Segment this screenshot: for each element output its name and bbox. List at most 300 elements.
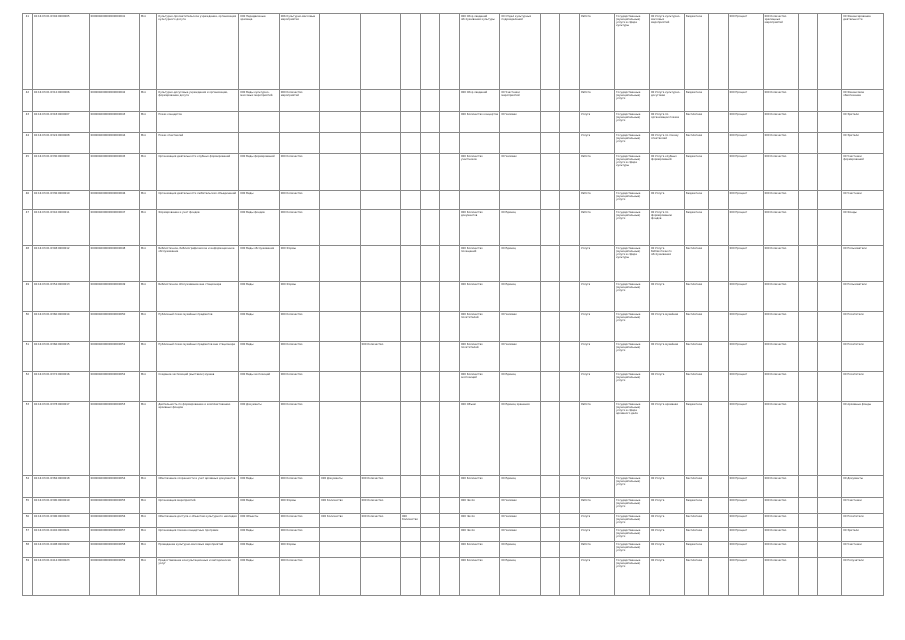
table-cell: 02:16:03:01:0324:0000008 [32, 133, 89, 154]
table-cell [420, 191, 440, 210]
table-cell: 000004000000000000046 [89, 191, 139, 210]
table-cell: Обеспечение доступа к объектам культурного наследия [157, 514, 239, 528]
table-cell: 00 Человек [500, 498, 540, 514]
table-row [23, 90, 884, 112]
table-cell: Мсо [139, 372, 156, 402]
table-cell [420, 210, 440, 246]
table-cell: 00 Услуга [650, 558, 685, 596]
table-cell: Услуга [580, 342, 615, 372]
table-cell: Организация мероприятий [157, 498, 239, 514]
table-cell: 000004000000000000058 [89, 542, 139, 558]
table-cell [320, 528, 360, 542]
table-cell: Работа [580, 402, 615, 476]
table-cell [798, 476, 818, 498]
table-cell: Бюджетное [684, 210, 708, 246]
table-cell: Государственные (муниципальные) услуги [615, 498, 650, 514]
table-cell: Бюджетное [684, 402, 708, 476]
table-cell: Услуга [580, 133, 615, 154]
table-cell [440, 498, 460, 514]
table-cell [709, 402, 729, 476]
table-row [23, 514, 884, 528]
table-cell: 000004000000000000051 [89, 342, 139, 372]
table-cell: 00 Человек [500, 312, 540, 342]
table-cell [560, 191, 580, 210]
row-number: 57 [23, 528, 33, 542]
table-cell: 00 Документы [842, 476, 884, 498]
table-cell [818, 282, 842, 312]
table-cell [818, 246, 842, 282]
table-cell: 00 Услуга по организации показа [650, 112, 685, 133]
table-cell [239, 133, 279, 154]
table-cell [320, 342, 360, 372]
table-cell: Бюджетное [684, 191, 708, 210]
table-cell [540, 210, 560, 246]
table-cell: 000 Количество [763, 514, 798, 528]
table-cell [540, 498, 560, 514]
table-cell: Культурно-досуговые учреждения и организации, формирование досуга [157, 90, 239, 112]
table-cell: 02:16:03:01:0348:0000012 [32, 246, 89, 282]
table-cell: 000 Формы [279, 246, 319, 282]
table-cell: 000004000000000000055 [89, 498, 139, 514]
table-cell: 000 Процент [728, 191, 763, 210]
table-cell: 000 Количество [459, 476, 499, 498]
row-number: 47 [23, 210, 33, 246]
table-cell: 02:16:03:01:0354:0000013 [32, 282, 89, 312]
table-cell [709, 246, 729, 282]
table-cell [320, 246, 360, 282]
table-cell [540, 14, 560, 90]
table-cell [798, 133, 818, 154]
table-cell: 000 Количество [279, 402, 319, 476]
table-cell [709, 154, 729, 191]
table-cell: 000 Число [459, 528, 499, 542]
table-cell: 00 Услуга клубных формирований [650, 154, 685, 191]
table-cell: Бесплатная [684, 312, 708, 342]
table-cell: 00 Финансирование деятельности [842, 14, 884, 90]
table-cell: 000004000000000000052 [89, 372, 139, 402]
row-number: 55 [23, 498, 33, 514]
table-cell [818, 402, 842, 476]
table-cell [798, 246, 818, 282]
table-cell [560, 312, 580, 342]
table-cell: 000 Количество [763, 476, 798, 498]
table-cell [400, 542, 420, 558]
table-cell [360, 312, 400, 342]
table-cell [400, 246, 420, 282]
table-cell: Бюджетное [684, 542, 708, 558]
table-cell [440, 542, 460, 558]
table-cell: 00 Единиц [500, 282, 540, 312]
table-cell [360, 372, 400, 402]
table-cell: 000 Количество [763, 312, 798, 342]
table-cell: 000 Формы [279, 542, 319, 558]
table-cell [400, 498, 420, 514]
table-cell [440, 558, 460, 596]
table-cell: 000 Процент [728, 558, 763, 596]
table-cell [360, 14, 400, 90]
row-number: 49 [23, 282, 33, 312]
table-cell: 000004000000000000043 [89, 112, 139, 133]
table-cell [320, 154, 360, 191]
table-cell: 000 Количество [320, 498, 360, 514]
table-cell [420, 342, 440, 372]
table-cell: 000004000000000000048 [89, 246, 139, 282]
table-cell: Библиотечное, библиографическое и информационное обслуживание [157, 246, 239, 282]
table-cell: 00 Человек [500, 528, 540, 542]
table-cell [709, 282, 729, 312]
table-row [23, 246, 884, 282]
table-cell: 000 Процент [728, 210, 763, 246]
table-cell: 000 Количество [763, 191, 798, 210]
table-cell: 000 Количество [360, 342, 400, 372]
table-cell: 00 Услуга [650, 528, 685, 542]
table-cell: 000 Количество документов [459, 210, 499, 246]
table-cell [440, 514, 460, 528]
table-row [23, 402, 884, 476]
table-cell [420, 312, 440, 342]
table-cell [440, 402, 460, 476]
table-cell: Показ спектаклей [157, 133, 239, 154]
table-cell: 00 Услуга музейная [650, 342, 685, 372]
table-cell [709, 476, 729, 498]
table-cell: 000 Виды [239, 558, 279, 596]
table-cell [818, 14, 842, 90]
table-row [23, 558, 884, 596]
table-cell [440, 312, 460, 342]
table-cell [560, 372, 580, 402]
table-cell [440, 282, 460, 312]
table-cell: 000 Процент [728, 90, 763, 112]
table-cell [540, 558, 560, 596]
table-cell [420, 282, 440, 312]
table-cell [818, 154, 842, 191]
table-cell: 00 Единиц [500, 542, 540, 558]
table-cell [400, 154, 420, 191]
table-cell [500, 191, 540, 210]
table-cell [560, 342, 580, 372]
table-cell: 00 Единиц хранения [500, 402, 540, 476]
table-cell: 00 Человек [500, 514, 540, 528]
table-cell [798, 282, 818, 312]
table-cell [400, 476, 420, 498]
table-cell [709, 514, 729, 528]
table-cell [400, 312, 420, 342]
table-cell: 000004000000000000053 [89, 402, 139, 476]
table-cell [709, 312, 729, 342]
row-number: 54 [23, 476, 33, 498]
table-cell: 00 Услуга культурно-массовых мероприятий [650, 14, 685, 90]
table-cell: 02:16:03:01:0360:0000014 [32, 312, 89, 342]
table-cell: 00 Участники [842, 542, 884, 558]
table-cell: 00 Финансовое обеспечение [842, 90, 884, 112]
table-cell: 00 Отдел культурных подразделений [500, 14, 540, 90]
table-cell: 000004000000000000059 [89, 558, 139, 596]
table-cell [540, 282, 560, 312]
table-cell: 000 Количество [459, 542, 499, 558]
table-cell: 00 Услуга [650, 476, 685, 498]
table-cell: 000 Процент [728, 112, 763, 133]
table-cell: 000 Число [459, 514, 499, 528]
table-cell [540, 528, 560, 542]
table-cell [420, 246, 440, 282]
table-cell: Государственные (муниципальные) услуги [615, 133, 650, 154]
table-cell [400, 342, 420, 372]
table-cell: 000 Виды [239, 542, 279, 558]
table-cell: 02:16:03:01:0372:0000016 [32, 372, 89, 402]
table-cell: Организация показа концертных программ [157, 528, 239, 542]
table-cell [360, 154, 400, 191]
table-cell: Государственные (муниципальные) услуги [615, 528, 650, 542]
table-cell [360, 133, 400, 154]
table-cell: Государственные (муниципальные) услуги [615, 342, 650, 372]
table-cell [818, 112, 842, 133]
table-cell: 02:16:03:01:0342:0000011 [32, 210, 89, 246]
table-cell [420, 528, 440, 542]
table-cell: Работа [580, 498, 615, 514]
table-cell: Бесплатная [684, 528, 708, 542]
table-cell [798, 528, 818, 542]
table-cell: 00 Единиц [500, 558, 540, 596]
table-cell [360, 246, 400, 282]
table-cell: 00 Человек [500, 154, 540, 191]
table-cell: 00 Человек [500, 112, 540, 133]
table-cell: 000 Количество [360, 498, 400, 514]
table-cell [420, 542, 440, 558]
table-cell: 000 Виды экспозиций [239, 372, 279, 402]
table-cell [440, 154, 460, 191]
table-cell: Бюджетное [684, 498, 708, 514]
table-cell: 00 Посетители [842, 342, 884, 372]
table-cell [818, 498, 842, 514]
table-cell: Бесплатная [684, 112, 708, 133]
table-cell: 000004000000000000049 [89, 282, 139, 312]
table-cell: Услуга [580, 372, 615, 402]
table-cell: 000 Количество [763, 342, 798, 372]
table-cell [320, 14, 360, 90]
table-cell: 000 Виды [239, 312, 279, 342]
row-number: 53 [23, 402, 33, 476]
table-cell: Формирование и учет фондов [157, 210, 239, 246]
row-number: 45 [23, 154, 33, 191]
table-cell [818, 528, 842, 542]
table-cell [818, 191, 842, 210]
table-cell: Работа [580, 542, 615, 558]
table-cell: Бесплатная [684, 342, 708, 372]
table-cell [400, 402, 420, 476]
table-cell: Мсо [139, 514, 156, 528]
table-cell [420, 133, 440, 154]
table-cell: 000 Количество [459, 282, 499, 312]
table-cell: Мсо [139, 498, 156, 514]
table-cell: 000 Виды [239, 342, 279, 372]
table-cell: 000 Процент [728, 542, 763, 558]
table-cell: 000 Документы [320, 476, 360, 498]
table-cell: 00 Человек [500, 342, 540, 372]
table-cell: 00 Фонды [842, 210, 884, 246]
table-cell: Показ концертов [157, 112, 239, 133]
table-cell: 000 Количество [279, 312, 319, 342]
table-cell: 000 Сбор сведений [459, 90, 499, 112]
table-cell: 000 Количество посещений [459, 246, 499, 282]
table-cell: 00 Услуга [650, 372, 685, 402]
table-cell: 000 Процент [728, 282, 763, 312]
table-cell [560, 133, 580, 154]
table-cell: Услуга [580, 514, 615, 528]
table-cell [560, 528, 580, 542]
table-cell: 00 Посетители [842, 372, 884, 402]
table-cell: 00 Пользователи [842, 282, 884, 312]
table-cell: 000 Количество [763, 154, 798, 191]
table-cell [360, 90, 400, 112]
table-cell [709, 90, 729, 112]
table-cell: 00 Услуга библиотечного обслуживания [650, 246, 685, 282]
table-cell: 000 Число [459, 498, 499, 514]
table-cell [709, 133, 729, 154]
table-cell: Организация деятельности клубных формирований [157, 154, 239, 191]
table-cell [420, 514, 440, 528]
table-row [23, 528, 884, 542]
table-cell [818, 558, 842, 596]
table-cell [400, 14, 420, 90]
table-cell: 000004000000000000047 [89, 210, 139, 246]
table-cell: 00 Услуга культурно-досуговая [650, 90, 685, 112]
table-cell: Мсо [139, 133, 156, 154]
table-cell: 00 Зрители [842, 133, 884, 154]
table-cell: Деятельность по формированию и комплектованию архивных фондов [157, 402, 239, 476]
table-cell: 000 Передвижные зрелища [239, 14, 279, 90]
table-cell [540, 542, 560, 558]
row-number: 46 [23, 191, 33, 210]
table-cell [440, 14, 460, 90]
table-cell [540, 191, 560, 210]
table-cell: 000 Количество участников [459, 154, 499, 191]
table-cell: Проведение культурно-массовых мероприятий [157, 542, 239, 558]
table-cell [709, 528, 729, 542]
table-cell: Бесплатная [684, 133, 708, 154]
table-cell: Мсо [139, 282, 156, 312]
table-row [23, 312, 884, 342]
table-cell: Государственные (муниципальные) услуги [615, 542, 650, 558]
table-cell [360, 528, 400, 542]
table-cell [818, 342, 842, 372]
table-cell: 02:16:03:01:0396:0000020 [32, 514, 89, 528]
table-cell: Услуга [580, 282, 615, 312]
table-cell [320, 558, 360, 596]
table-cell [440, 246, 460, 282]
row-number: 59 [23, 558, 33, 596]
table-cell: 000 Документы [239, 402, 279, 476]
table-cell: Публичный показ музейных предметов [157, 312, 239, 342]
table-cell: 000 Процент [728, 154, 763, 191]
table-cell: 00 Услуга [650, 191, 685, 210]
table-cell: Организация деятельности любительских объединений [157, 191, 239, 210]
table-cell: Государственные (муниципальные) услуги [615, 282, 650, 312]
table-cell: 000004000000000000041 [89, 14, 139, 90]
table-cell: Мсо [139, 90, 156, 112]
table-cell: Мсо [139, 542, 156, 558]
table-cell: Государственные (муниципальные) услуги [615, 191, 650, 210]
table-cell [360, 402, 400, 476]
table-cell: 000 Процент [728, 498, 763, 514]
table-cell: Предоставление консультационных и методических услуг [157, 558, 239, 596]
table-cell: Услуга [580, 246, 615, 282]
row-number: 43 [23, 112, 33, 133]
table-cell [798, 14, 818, 90]
table-cell: 000 Количество [279, 191, 319, 210]
table-cell: 02:16:03:01:0390:0000019 [32, 498, 89, 514]
table-cell [540, 112, 560, 133]
table-cell: 00 Посетители [842, 312, 884, 342]
row-number: 52 [23, 372, 33, 402]
table-cell: 000 Количество посетителей [459, 342, 499, 372]
table-cell: 00 Участники [842, 498, 884, 514]
table-cell [560, 90, 580, 112]
table-cell: Мсо [139, 191, 156, 210]
table-cell: Государственные (муниципальные) услуги [615, 312, 650, 342]
table-cell: 000004000000000000056 [89, 514, 139, 528]
table-cell: 000 Процент [728, 133, 763, 154]
table-cell: 000 Количество [279, 476, 319, 498]
table-cell: Работа [580, 90, 615, 112]
table-cell: 00 Зрители [842, 528, 884, 542]
table-cell: 000 Количество посетителей [459, 312, 499, 342]
table-cell: Мсо [139, 558, 156, 596]
table-row [23, 191, 884, 210]
table-cell: 000 Процент [728, 246, 763, 282]
table-cell: 00 Пользователи [842, 246, 884, 282]
table-cell [540, 514, 560, 528]
table-cell [798, 402, 818, 476]
table-cell: Мсо [139, 112, 156, 133]
table-cell: Услуга [580, 558, 615, 596]
table-cell: Бесплатная [684, 476, 708, 498]
table-cell: 000 Количество [763, 528, 798, 542]
table-cell [360, 191, 400, 210]
table-cell: 000 Процент [728, 528, 763, 542]
table-cell [560, 402, 580, 476]
table-cell [709, 372, 729, 402]
table-cell [320, 112, 360, 133]
table-cell: 00 Зрители [842, 112, 884, 133]
table-cell [709, 558, 729, 596]
table-cell [818, 90, 842, 112]
table-cell: 000 Количество концертов [459, 112, 499, 133]
table-cell: 000 Количество [279, 154, 319, 191]
table-cell [818, 514, 842, 528]
table-cell [279, 133, 319, 154]
table-cell: Мсо [139, 312, 156, 342]
table-cell: 000 Количество [763, 90, 798, 112]
table-cell: Мсо [139, 528, 156, 542]
table-cell: 000 Виды [239, 528, 279, 542]
table-cell: 02:16:03:01:0378:0000017 [32, 402, 89, 476]
table-cell: Работа [580, 191, 615, 210]
table-cell: 00 Участники [842, 191, 884, 210]
table-cell [709, 191, 729, 210]
table-cell: 000 Количество зрелищных мероприятий [763, 14, 798, 90]
table-cell [818, 133, 842, 154]
table-cell: 00 Услуга музейная [650, 312, 685, 342]
table-cell: 000 Процент [728, 372, 763, 402]
table-cell: 000004000000000000044 [89, 133, 139, 154]
table-cell [540, 342, 560, 372]
table-cell [709, 342, 729, 372]
table-cell [560, 282, 580, 312]
table-cell: Государственные (муниципальные) услуги [615, 372, 650, 402]
registry-table [22, 13, 884, 596]
table-cell [798, 312, 818, 342]
table-row [23, 476, 884, 498]
